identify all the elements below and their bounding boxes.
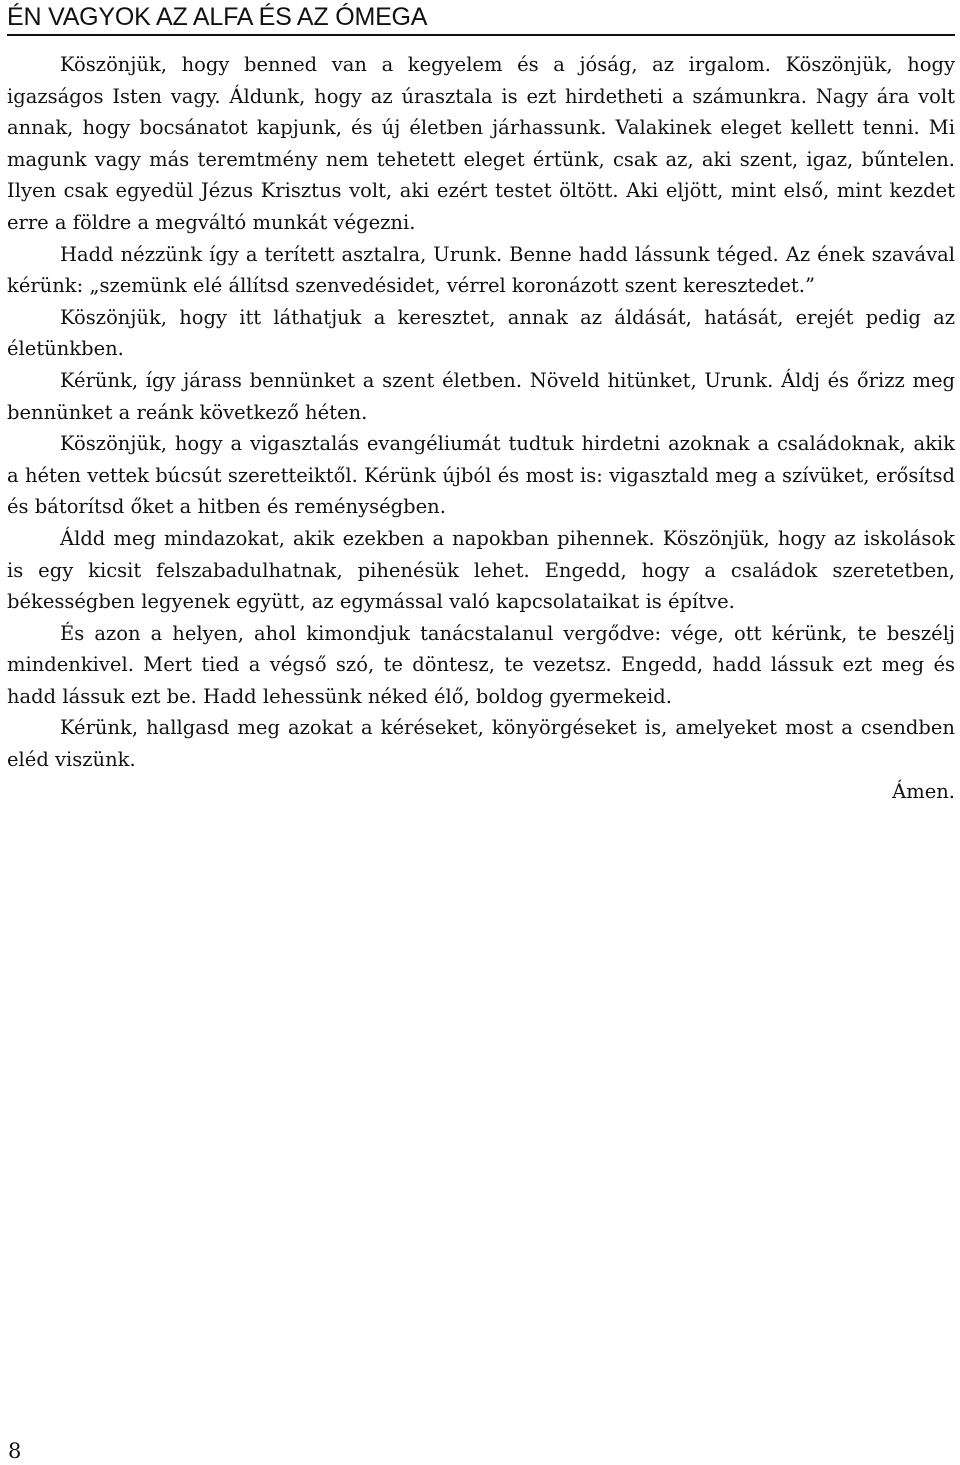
paragraph: És azon a helyen, ahol kimondjuk tanácstalanul vergődve: vége, ott kérünk, te beszélj mindenkivel. Mert tied a végső szó, te döntesz, te vezetsz. Engedd, hadd lássuk ezt meg és hadd lássuk ezt be. Hadd lehessünk néked élő, boldog gyermekeid. [7,621,955,708]
closing-amen: Ámen. [892,779,955,803]
page-title: ÉN VAGYOK AZ ALFA ÉS AZ ÓMEGA [7,2,955,36]
paragraph: Köszönjük, hogy itt láthatjuk a keresztet, annak az áldását, hatását, erejét pedig az életünkben. [7,305,955,361]
paragraph: Kérünk, hallgasd meg azokat a kéréseket, könyörgéseket is, amelyeket most a csendben eléd viszünk. [7,716,955,772]
document-page [7,0,955,807]
page-number: 8 [8,1439,22,1463]
paragraph: Áldd meg mindazokat, akik ezekben a napokban pihennek. Köszönjük, hogy az iskolások is egy kicsit felszabadulhatnak, pihenésük lehet. Engedd, hogy a családok szeretetben, békességben legyenek együtt, az egymással való kapcsolataikat is építve. [7,526,955,614]
prayer-body [7,49,955,807]
paragraph: Köszönjük, hogy a vigasztalás evangéliumát tudtuk hirdetni azoknak a családoknak, akik a héten vettek búcsút szeretteiktől. Kérünk újból és most is: vigasztald meg a szívüket, erősítsd és bátorítsd őket a hitben és reménységben. [7,432,955,519]
paragraph: Hadd nézzünk így a terített asztalra, Urunk. Benne hadd lássunk téged. Az ének szavával kérünk: „szemünk elé állítsd szenvedésidet, vérrel koronázott szent keresztedet.” [7,242,955,298]
paragraph: Kérünk, így járass bennünket a szent életben. Növeld hitünket, Urunk. Áldj és őrizz meg bennünket a reánk következő héten. [7,368,955,424]
paragraph: Köszönjük, hogy benned van a kegyelem és a jóság, az irgalom. Köszönjük, hogy igazságos Isten vagy. Áldunk, hogy az úrasztala is ezt hirdetheti a számunkra. Nagy ára volt annak, hogy bocsánatot kapjunk, és új életben járhassunk. Valakinek eleget kellett tenni. Mi magunk vagy más teremtmény nem tehetett eleget értünk, csak az, aki szent, igaz, bűntelen. Ilyen csak egyedül Jézus Krisztus volt, aki ezért testet öltött. Aki eljött, mint első, mint kezdet erre a földre a megváltó munkát végezni. [7,53,955,234]
